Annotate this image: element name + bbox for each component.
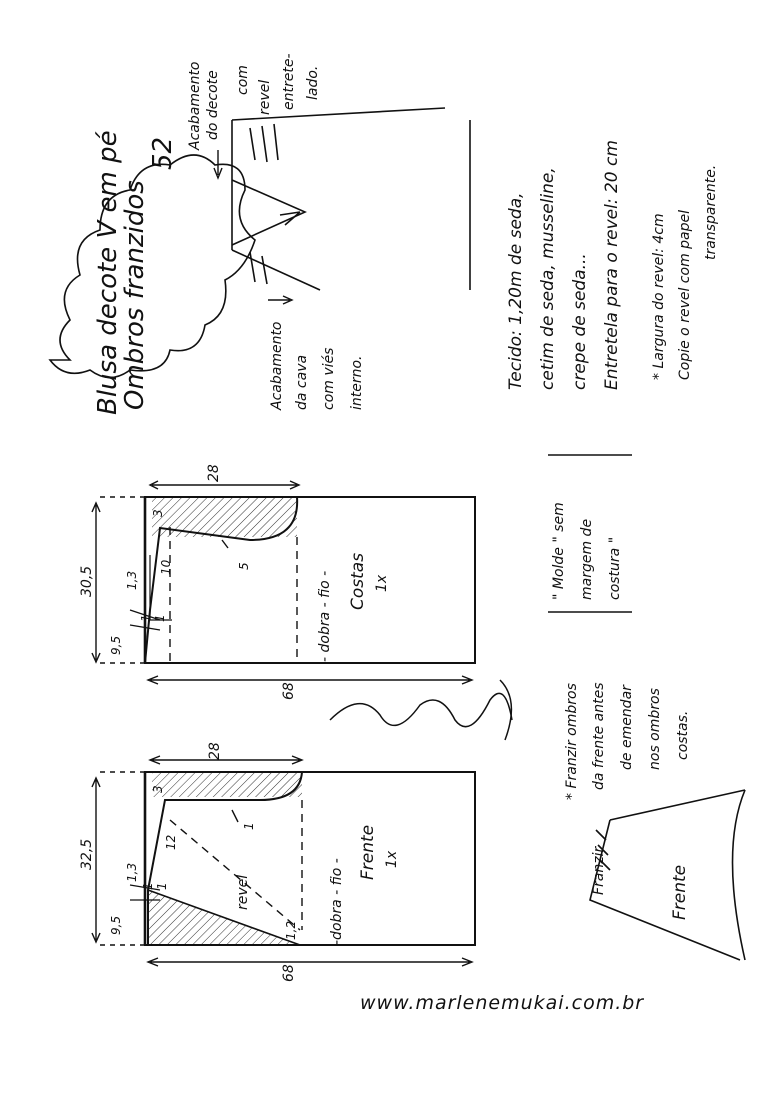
back-small-rise: 1,3: [125, 570, 139, 590]
back-piece-qty: 1x: [374, 574, 390, 592]
seam-note-2: margem de: [579, 518, 595, 600]
front-shoulder-rise: 3: [151, 785, 165, 793]
front-fold-label: -dobra - fio -: [329, 858, 345, 945]
neck-note-4: revel: [257, 79, 273, 115]
detail-sketch: [590, 790, 745, 960]
back-shoulder-len: 10: [159, 559, 173, 575]
neck-note-2: do decote: [205, 70, 221, 140]
gather-note-2: da frente antes: [591, 682, 607, 790]
seam-note-3: costura ": [607, 536, 623, 600]
back-armhole: 5: [237, 562, 251, 570]
gather-note-3: de emendar: [619, 685, 635, 770]
size-label: 52: [148, 136, 178, 170]
title-cloud: [50, 155, 255, 378]
revel-note-2: Copie o revel com papel: [677, 209, 693, 380]
front-piece-qty: 1x: [384, 850, 400, 868]
back-length: 68: [281, 682, 297, 700]
armhole-note-1: Acabamento: [269, 321, 285, 410]
gather-note-1: * Franzir ombros: [564, 683, 580, 800]
front-armhole: 1: [242, 822, 256, 830]
front-width: 28: [207, 742, 223, 760]
front-hem-rise: 1,2: [284, 920, 298, 940]
back-neck-depth: 30,5: [79, 565, 95, 597]
materials-line-3: crepe de seda...: [570, 253, 590, 390]
neck-note-3: com: [235, 65, 251, 95]
front-neck-width: 9,5: [109, 915, 123, 935]
gather-note-4: nos ombros: [647, 688, 663, 770]
detail-gather-label: Franzir: [591, 846, 607, 895]
neck-note-1: Acabamento: [187, 61, 203, 150]
detail-piece-label: Frente: [670, 864, 690, 920]
back-small-a: 1: [139, 614, 153, 622]
neck-note-6: lado.: [305, 65, 321, 100]
blouse-sketch: [232, 108, 470, 290]
front-small-a: 1: [141, 882, 155, 890]
back-shoulder-rise: 3: [151, 509, 165, 517]
back-small-b: 1: [153, 614, 167, 622]
materials-line-2: cetim de seda, musseline,: [538, 167, 558, 390]
back-neck-width: 9,5: [109, 635, 123, 655]
front-neck-depth: 32,5: [79, 838, 95, 870]
neck-note-5: entrete-: [281, 53, 297, 110]
revel-note-1: * Largura do revel: 4cm: [651, 213, 667, 380]
front-shoulder-len: 12: [164, 834, 178, 850]
front-small-rise: 1,3: [125, 862, 139, 882]
armhole-note-4: interno.: [349, 355, 365, 410]
armhole-note-3: com viés: [321, 347, 337, 410]
back-piece-name: Costas: [348, 552, 368, 610]
title-line-2: Ombros franzidos: [120, 180, 150, 410]
seam-note-1: " Molde " sem: [551, 502, 567, 600]
website-url: www.marlenemukai.com.br: [360, 992, 645, 1014]
title-line-1: Blusa decote V em pé: [93, 130, 123, 415]
back-hatch-armhole: [152, 497, 297, 537]
armhole-note-2: da cava: [294, 354, 310, 410]
front-small-b: 1: [155, 882, 169, 890]
materials-line-1: Tecido: 1,20m de seda,: [506, 192, 526, 390]
gather-note-5: costas.: [675, 710, 691, 760]
materials-line-4: Entretela para o revel: 20 cm: [602, 140, 622, 390]
front-piece: [130, 772, 475, 945]
signature-mark: [330, 680, 512, 740]
back-fold-label: - dobra - fio -: [317, 570, 333, 662]
front-hatch-armhole: [152, 772, 302, 797]
back-piece: [130, 497, 475, 663]
front-piece-name: Frente: [358, 824, 378, 880]
revel-note-3: transparente.: [703, 164, 719, 260]
front-length: 68: [281, 964, 297, 982]
front-revel-label: revel: [235, 874, 251, 910]
back-width: 28: [206, 464, 222, 482]
